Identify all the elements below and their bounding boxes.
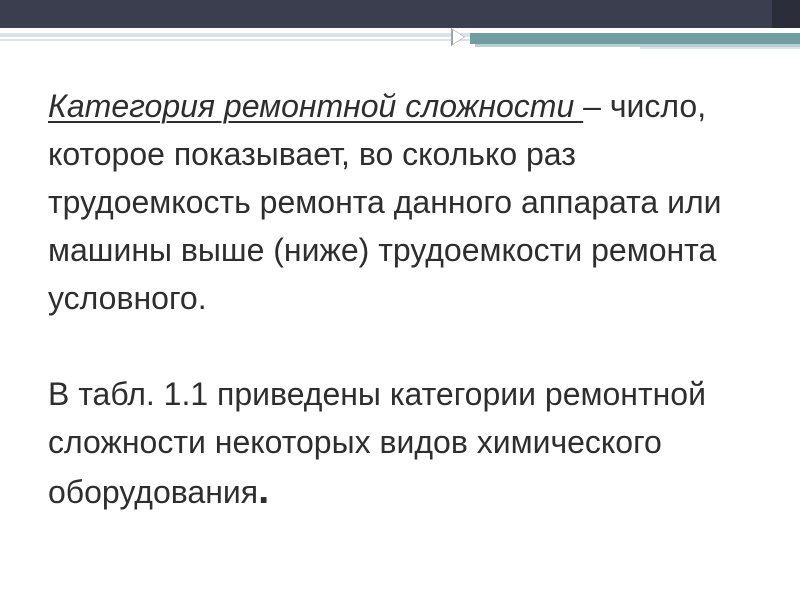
header-stripe-end	[640, 47, 800, 49]
reference-period: .	[258, 468, 270, 512]
header-band-corner	[772, 0, 800, 28]
arrow-icon	[453, 30, 464, 44]
header-accent-stripe	[470, 33, 800, 44]
definition-dash: –	[583, 88, 601, 124]
definition-text: число, которое показывает, во сколько раз трудоемкость ремонта данного аппарата или машины выше (ниже) трудоемкости ремонта условного.	[48, 88, 722, 316]
paragraph-spacer	[48, 322, 748, 370]
definition-term: Категория ремонтной сложности	[48, 88, 584, 124]
definition-paragraph	[48, 82, 748, 322]
header-band	[0, 0, 800, 28]
slide-body	[48, 82, 748, 516]
reference-paragraph	[48, 370, 748, 516]
reference-text: В табл. 1.1 приведены категории ремонтной сложности некоторых видов химического оборудования	[48, 376, 706, 510]
